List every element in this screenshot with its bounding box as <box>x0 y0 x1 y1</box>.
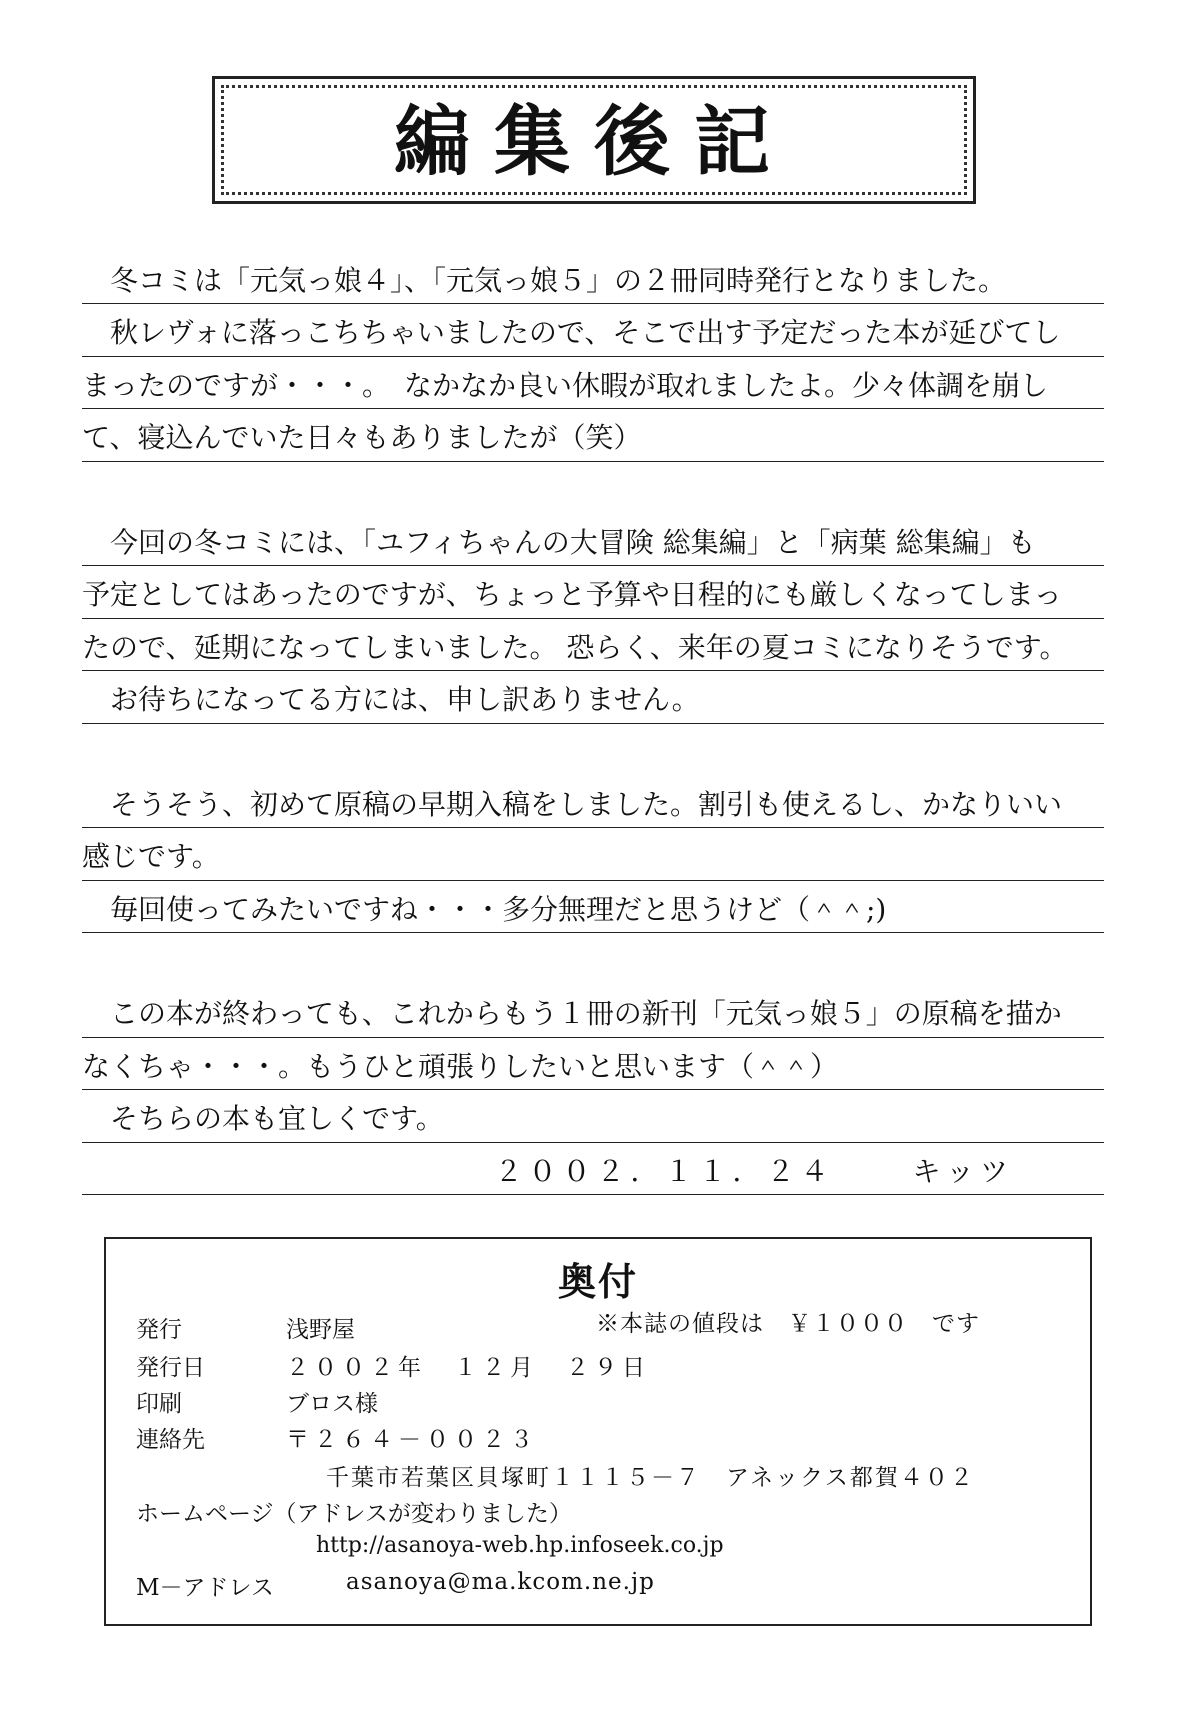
text-line: なくちゃ・・・。もうひと頑張りしたいと思います（＾＾） <box>82 1038 1104 1090</box>
text-line: この本が終わっても、これからもう１冊の新刊「元気っ娘５」の原稿を描か <box>82 985 1104 1037</box>
printer-label: 印刷 <box>136 1391 182 1417</box>
text-line: まったのですが・・・。 なかなか良い休暇が取れましたよ。少々体調を崩し <box>82 357 1104 409</box>
page-title: 編集後記 <box>394 97 794 186</box>
blank-line <box>82 462 1104 514</box>
text-line: て、寝込んでいた日々もありましたが（笑） <box>82 409 1104 461</box>
blank-line <box>82 724 1104 776</box>
author-signature: キッツ <box>912 1154 1014 1188</box>
text-line: お待ちになってる方には、申し訳ありません。 <box>82 671 1104 723</box>
text-line: 今回の冬コミには、「ユフィちゃんの大冒険 総集編」と「病葉 総集編」も <box>82 514 1104 566</box>
publisher-value: 浅野屋 <box>286 1317 355 1343</box>
date-signature-line <box>82 1143 1104 1195</box>
text-line: たので、延期になってしまいました。 恐らく、来年の夏コミになりそうです。 <box>82 619 1104 671</box>
afterword-date: ２００２．１１．２４ <box>494 1154 835 1188</box>
printer-value: ブロス様 <box>286 1391 378 1417</box>
homepage-label: ホームページ（アドレスが変わりました） <box>136 1501 572 1527</box>
issue-date-label: 発行日 <box>136 1355 205 1381</box>
text-line: そうそう、初めて原稿の早期入稿をしました。割引も使えるし、かなりいい <box>82 776 1104 828</box>
price-note: ※本誌の値段は ￥１０００ です <box>596 1311 980 1337</box>
text-line: 秋レヴォに落っこちちゃいましたので、そこで出す予定だった本が延びてし <box>82 304 1104 356</box>
text-line: 冬コミは「元気っ娘４」、「元気っ娘５」の２冊同時発行となりました。 <box>82 252 1104 304</box>
homepage-url[interactable]: http://asanoya-web.hp.infoseek.co.jp <box>316 1533 724 1558</box>
text-line: 予定としてはあったのですが、ちょっと予算や日程的にも厳しくなってしまっ <box>82 566 1104 618</box>
address-line: 千葉市若葉区貝塚町１１１５－７ アネックス都賀４０２ <box>326 1465 975 1491</box>
text-line: 毎回使ってみたいですね・・・多分無理だと思うけど（＾＾;) <box>82 881 1104 933</box>
email-address[interactable]: asanoya@ma.kcom.ne.jp <box>346 1569 655 1595</box>
issue-date-value: ２００２年 １２月 ２９日 <box>286 1355 650 1381</box>
colophon-box <box>104 1237 1092 1626</box>
email-label: M－アドレス <box>136 1575 274 1601</box>
title-frame <box>212 76 976 204</box>
contact-label: 連絡先 <box>136 1427 205 1453</box>
colophon-title: 奥付 <box>557 1259 638 1304</box>
blank-line <box>82 933 1104 985</box>
postal-code: 〒２６４－００２３ <box>286 1427 538 1453</box>
publisher-label: 発行 <box>136 1317 182 1343</box>
text-line: そちらの本も宜しくです。 <box>82 1090 1104 1142</box>
afterword-body <box>82 252 1104 1195</box>
text-line: 感じです。 <box>82 828 1104 880</box>
